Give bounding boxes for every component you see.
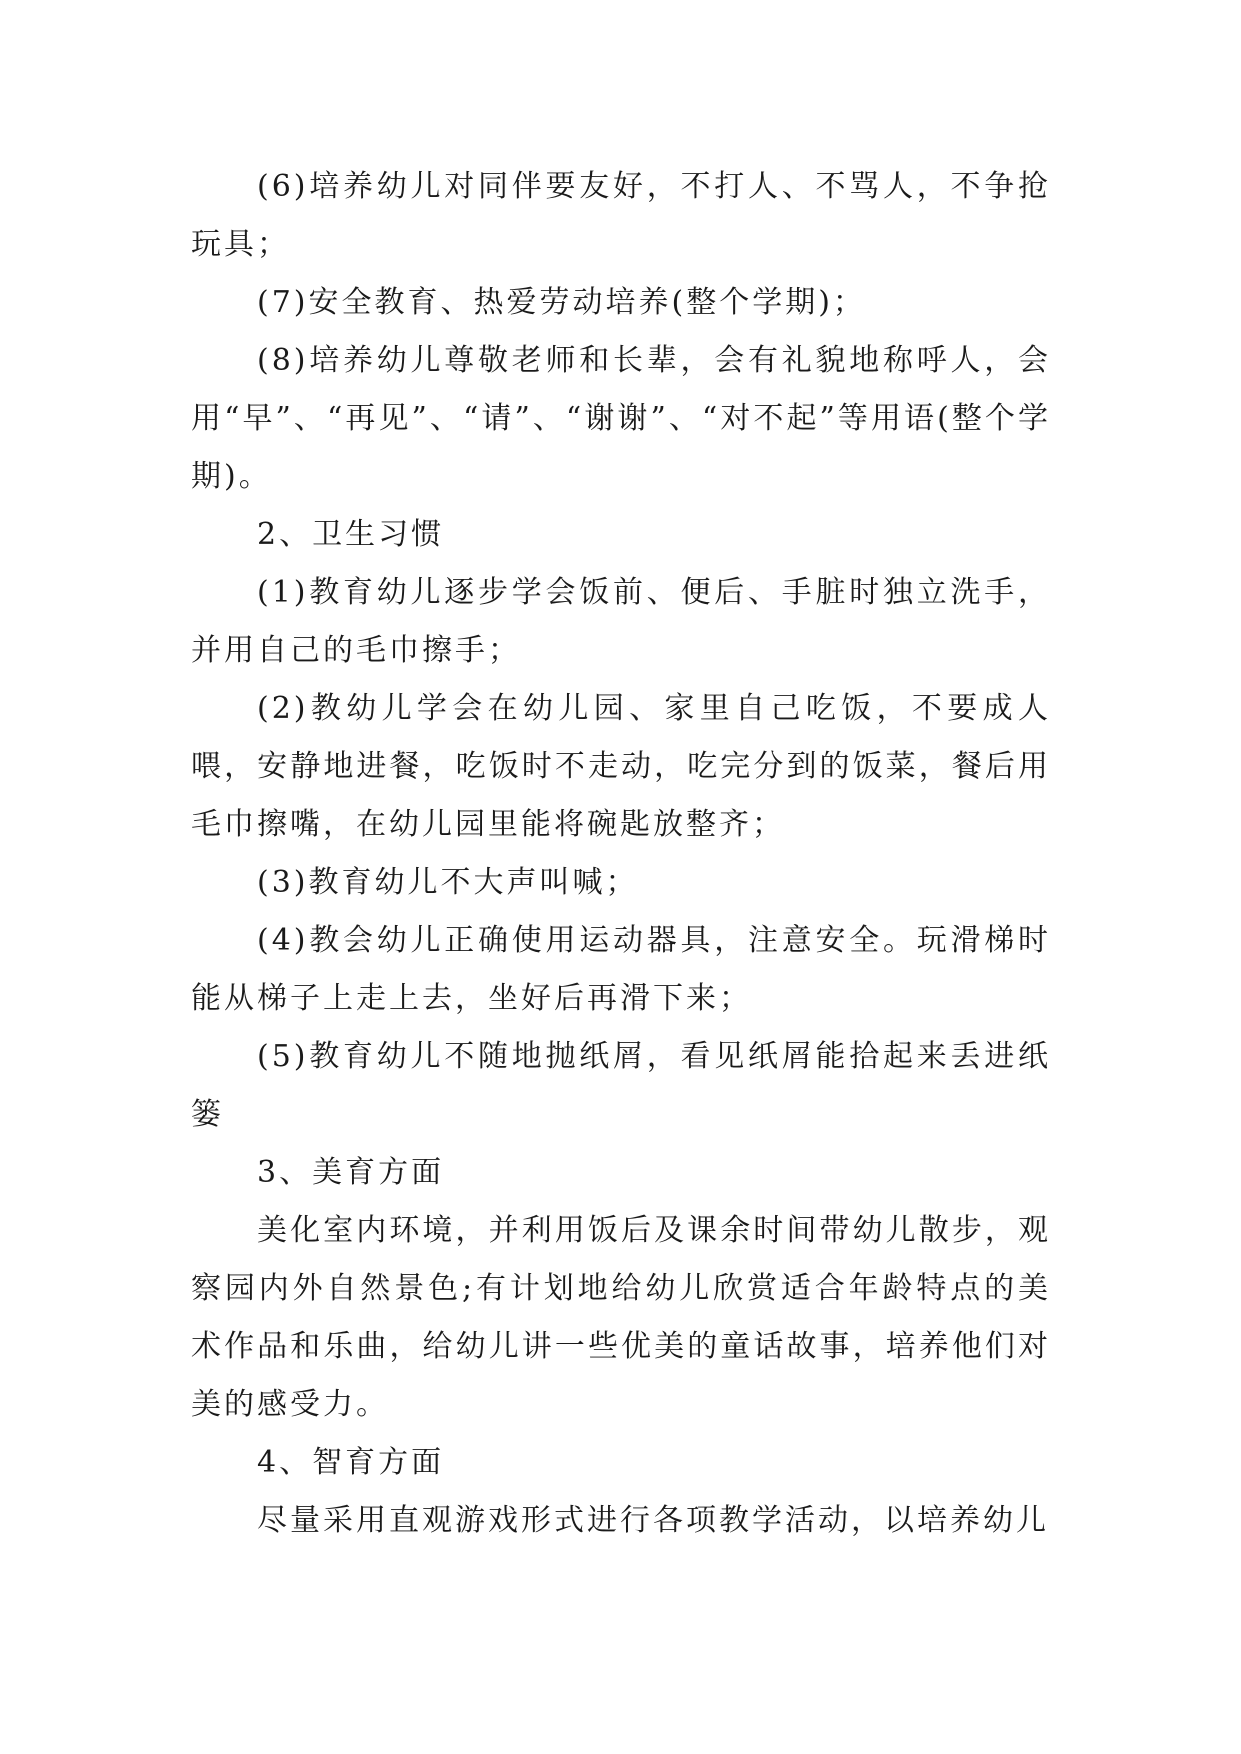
document-page — [191, 158, 1051, 1550]
section-heading-hygiene: 2、卫生习惯 — [257, 517, 445, 552]
paragraph-1-handwashing: (1)教育幼儿逐步学会饭前、便后、手脏时独立洗手，并用自己的毛巾擦手； — [191, 575, 1051, 668]
section-heading-intellectual: 4、智育方面 — [257, 1445, 445, 1480]
paragraph-7-safety-labor: (7)安全教育、热爱劳动培养(整个学期)； — [257, 285, 866, 320]
paragraph-8-respect-politeness: (8)培养幼儿尊敬老师和长辈，会有礼貌地称呼人，会用“早”、“再见”、“请”、“谢谢”、“对不起”等用语(整个学期)。 — [191, 343, 1051, 494]
section-heading-aesthetic: 3、美育方面 — [257, 1155, 445, 1190]
paragraph-4-sports-equipment: (4)教会幼儿正确使用运动器具，注意安全。玩滑梯时能从梯子上走上去，坐好后再滑下来； — [191, 923, 1051, 1016]
paragraph-5-no-littering: (5)教育幼儿不随地抛纸屑，看见纸屑能拾起来丢进纸篓 — [191, 1039, 1051, 1132]
paragraph-2-eating: (2)教幼儿学会在幼儿园、家里自己吃饭，不要成人喂，安静地进餐，吃饭时不走动，吃完分到的饭菜，餐后用毛巾擦嘴，在幼儿园里能将碗匙放整齐； — [191, 691, 1051, 842]
paragraph-3-no-shouting: (3)教育幼儿不大声叫喊； — [257, 865, 639, 900]
paragraph-aesthetic-content: 美化室内环境，并利用饭后及课余时间带幼儿散步，观察园内外自然景色;有计划地给幼儿欣赏适合年龄特点的美术作品和乐曲，给幼儿讲一些优美的童话故事，培养他们对美的感受力。 — [191, 1213, 1051, 1422]
paragraph-intellectual-content: 尽量采用直观游戏形式进行各项教学活动，以培养幼儿 — [257, 1503, 1049, 1538]
paragraph-6-peer-friendship: (6)培养幼儿对同伴要友好，不打人、不骂人，不争抢玩具； — [191, 169, 1051, 262]
